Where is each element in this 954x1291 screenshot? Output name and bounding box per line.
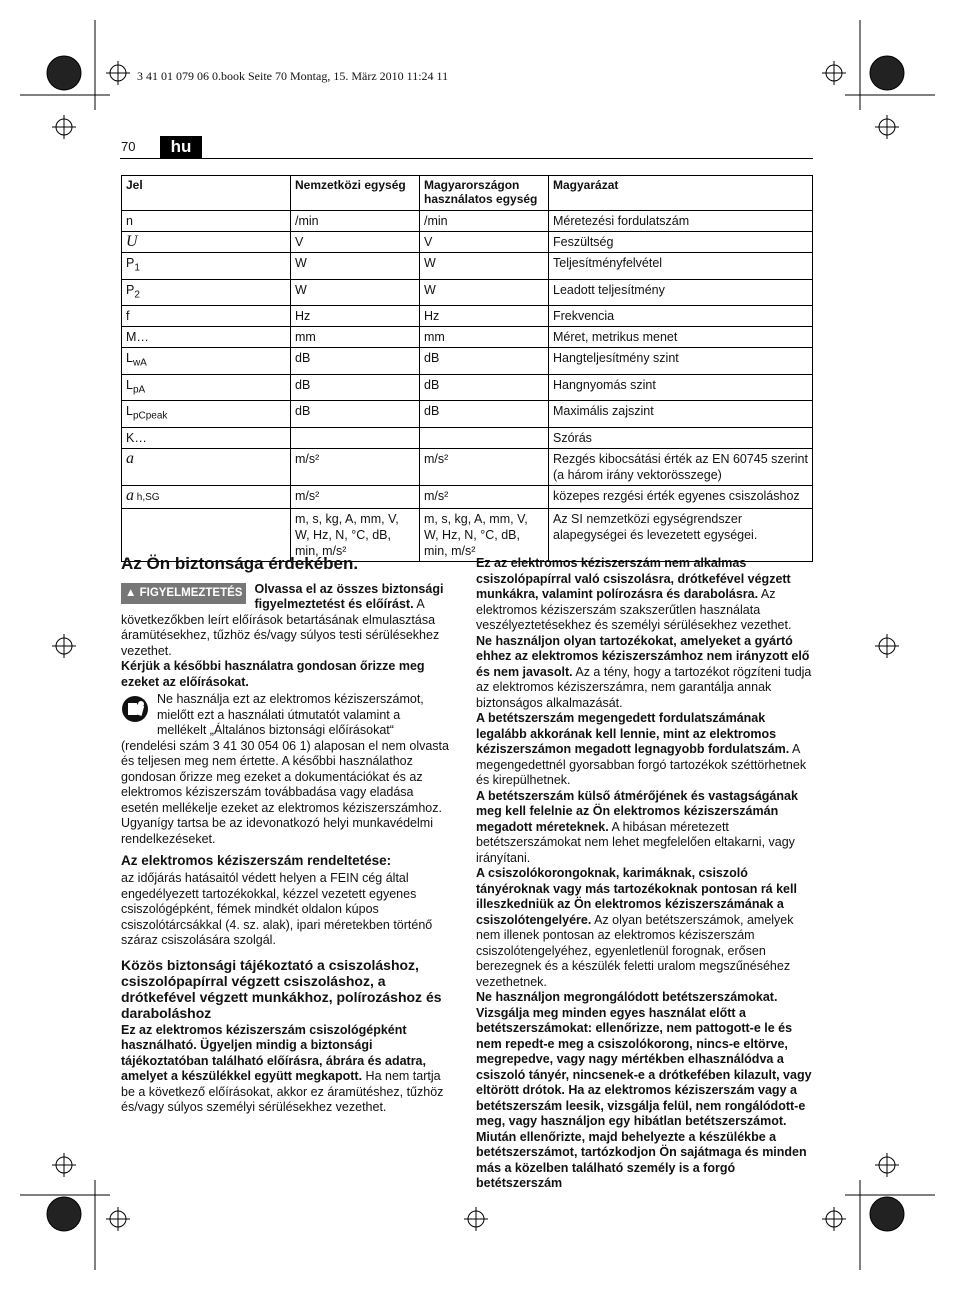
symbol-subscript: h,SG [134,491,160,503]
common-safety-heading: Közös biztonsági tájékoztató a csiszoláshoz, csiszolópapírral végzett csiszoláshoz, a drótkefével végzett munkákhoz, polírozáshoz és daraboláshoz [121,956,442,1021]
intl-unit-cell: W [291,253,420,280]
keep-instructions: Kérjük a későbbi használatra gondosan őrizze meg ezeket az előírásokat. [121,659,425,689]
p2-text: Az a tény, hogy a tartozékot rögzíteni tudja az elektromos kéziszerszámra, nem garantálja annak biztonságos alkalmazását. [476,664,812,710]
description-cell: közepes rezgési érték egyenes csiszoláshoz [549,485,813,508]
table-row [122,306,813,327]
hu-unit-cell: dB [420,348,549,375]
p2-bold: Ne használjon olyan tartozékokat, amelyeket a gyártó ehhez az elektromos kéziszerszámhoz nem irányzott elő és nem javasolt. [476,633,810,679]
description-cell: Feszültség [549,232,813,253]
p4-text: A hibásan méretezett betétszerszámokat nem lehet megfelelően eltakarni, vagy irányítani. [476,819,795,865]
symbol: M… [126,330,149,344]
hu-unit-cell: dB [420,374,549,401]
table-row [122,448,813,485]
intl-unit-cell: W [291,279,420,306]
table-row [122,348,813,375]
common-safety-bold: Ez az elektromos kéziszerszám csiszológépként használható. Ügyeljen mindig a biztonsági tájékoztatóban található előírásra, ábrára és adatra, amelyet a készülékkel együtt megkapott. [121,1022,426,1083]
description-cell: Hangteljesítmény szint [549,348,813,375]
symbol: a [126,449,134,467]
symbol-cell [122,374,291,401]
table-header-cell: Nemzetközi egység [291,176,420,211]
page-number: 70 [121,139,136,154]
table-header-cell: Jel [122,176,291,211]
symbol-cell [122,327,291,348]
symbol-subscript: pCpeak [132,410,168,422]
intl-unit-cell: dB [291,374,420,401]
table-row [122,327,813,348]
intl-unit-cell: m/s² [291,448,420,485]
symbol: P [126,282,135,297]
intl-unit-cell: Hz [291,306,420,327]
table-row [122,401,813,428]
hu-unit-cell: V [420,232,549,253]
description-cell: Méretezési fordulatszám [549,211,813,232]
table-header-cell: Magyarázat [549,176,813,211]
hu-unit-cell: Hz [420,306,549,327]
table-row [122,427,813,448]
table-row [122,232,813,253]
intl-unit-cell: V [291,232,420,253]
hu-unit-cell: /min [420,211,549,232]
table-header-cell: Magyarországon használatos egység [420,176,549,211]
manual-paragraph: Ne használja ezt az elektromos kéziszerszámot, mielőtt ezt a használati útmutatót valamint a mellékelt „Általános biztonsági előírásokat“ (rendelési szám 3 41 30 054 06 1) alaposan el nem olvasta és teljesen meg nem értette. A későbbi használathoz gondosan őrizze meg ezeket a dokumentációkat és az elektromos kéziszerszám továbbadása vagy eladása esetén mellékelje ezeket az elektromos kéziszerszámhoz. [121,692,449,815]
symbol-cell [122,348,291,375]
table-row [122,374,813,401]
description-cell: Frekvencia [549,306,813,327]
p3-bold: A betétszerszám megengedett fordulatszámának legalább akkorának kell lennie, mint az elektromos kéziszerszámon megadott legnagyobb fordulatszám. [476,711,790,756]
warning-text: A következőkben leírt előírások betartásának elmulasztása áramütésekhez, tűzhöz és/vagy súlyos testi sérülésekhez vezethet. [121,597,440,658]
p3-text: A megengedettnél gyorsabban forgó tartozékok széttörhetnek és kirepülhetnek. [476,742,807,787]
table-row [122,211,813,232]
purpose-heading: Az elektromos kéziszerszám rendeltetése: [121,853,392,868]
symbol: K… [126,430,147,445]
p1-text: Az elektromos kéziszerszám szakszerűtlen használata veszélyeztetésekhez és személyi sérülésekhez vezethet. [476,587,792,632]
intl-unit-cell: dB [291,401,420,428]
hu-unit-cell: W [420,279,549,306]
hu-unit-cell: dB [420,401,549,428]
hu-unit-cell: mm [420,327,549,348]
hu-unit-cell [420,427,549,448]
symbol-subscript: pA [132,384,146,395]
table-row [122,253,813,280]
symbol: P [126,256,135,270]
units-table [121,175,813,562]
read-manual-icon [121,695,149,723]
symbol-subscript: 1 [134,262,140,274]
warning-bold: Olvassa el az összes biztonsági figyelmeztetést és előírást. [254,581,444,611]
section-heading: Az Ön biztonsága érdekében. [121,554,359,573]
description-cell: Szórás [549,427,813,448]
p6-bold: Ne használjon megrongálódott betétszerszámokat. Vizsgálja meg minden egyes használat előtt a betétszerszámokat: ellenőrizze, nem pattogott-e le és nem repedt-e meg a csiszolókorong, nincs-e eltörve, megrepedve, vagy nagy mértékben elhasználódva a csiszoló tányér, nincsenek-e a drótkefében kilazult, vagy eltörött drótok. Ha az elektromos kéziszerszám vagy a betétszerszám leesik, vizsgálja felül, nem rongálódott-e meg, vagy használjon egy hibátlan betétszerszámot. Miután ellenőrizte, majd behelyezte a készülékbe a betétszerszámot, tartózkodjon Ön sajátmaga és minden más a közelben található személy is a forgó betétszerszám [476,990,812,1190]
description-cell: Hangnyomás szint [549,374,813,401]
common-safety-text: Ha nem tartja be a következő előírásokat, akkor ez áramütéshez, tűzhöz és/vagy súlyos személyi sérülésekhez vezethet. [121,1069,444,1114]
description-cell: Teljesítményfelvétel [549,253,813,280]
hu-unit-cell: W [420,253,549,280]
left-column [121,556,451,1116]
symbol-cell [122,401,291,428]
symbol-cell [122,279,291,306]
p5-text: Az olyan betétszerszámok, amelyek nem illenek pontosan az elektromos kéziszerszám csiszolótengelyéhez, egyenletlenül forognak, erősen berezegnek és a készülék feletti uralom megszűnéséhez vezethetnek. [476,912,794,989]
symbol: L [126,377,133,392]
local-regulations: Ugyanígy tartsa be az idevonatkozó helyi munkavédelmi rendelkezéseket. [121,816,433,846]
p1-bold: Ez az elektromos kéziszerszám nem alkalmas csiszolópapírral való csiszolásra, drótkefével végzett munkákra, valamint polírozásra és darabolásra. [476,556,791,601]
header-rule [120,158,813,159]
description-cell: Az SI nemzetközi egységrendszer alapegységei és levezetett egységei. [549,508,813,561]
language-tab: hu [160,136,202,158]
symbol-cell [122,253,291,280]
symbol-cell [122,485,291,508]
symbol: L [126,404,133,418]
symbol-cell [122,306,291,327]
description-cell: Leadott teljesítmény [549,279,813,306]
warning-label: FIGYELMEZTETÉS [139,586,243,599]
symbol-cell [122,427,291,448]
description-cell: Maximális zajszint [549,401,813,428]
table-row [122,485,813,508]
warning-triangle-icon: ▲ [125,586,137,599]
purpose-text: az időjárás hatásaitól védett helyen a FEIN cég által engedélyezett tartozékokkal, kézzel vezetett egyenes csiszológépként, fémek mindkét oldalon kúpos csiszolótárcsákkal (4. sz. alak), ipari méretekben történő száraz csiszolására szolgál. [121,871,433,947]
symbol: f [126,309,130,323]
symbol: L [126,351,133,365]
table-header-row [122,176,813,211]
table-row [122,279,813,306]
hu-unit-cell: m/s² [420,485,549,508]
hu-unit-cell: m, s, kg, A, mm, V, W, Hz, N, °C, dB, min, m/s² [420,508,549,561]
intl-unit-cell: /min [291,211,420,232]
warning-badge [121,583,246,605]
symbol-subscript: wA [132,357,147,369]
hu-unit-cell: m/s² [420,448,549,485]
symbol: n [126,214,133,228]
description-cell: Méret, metrikus menet [549,327,813,348]
symbol: U [126,233,138,250]
symbol-cell [122,232,291,253]
right-column [476,556,812,1192]
intl-unit-cell: mm [291,327,420,348]
symbol: a [126,486,134,504]
intl-unit-cell: m/s² [291,485,420,508]
symbol-cell [122,211,291,232]
p4-bold: A betétszerszám külső átmérőjének és vastagságának meg kell felelnie az Ön elektromos kéziszerszámán megadott méreteknek. [476,788,798,834]
file-info: 3 41 01 079 06 0.book Seite 70 Montag, 15. März 2010 11:24 11 [137,69,449,83]
intl-unit-cell: dB [291,348,420,375]
symbol-subscript: 2 [134,289,140,300]
symbol-cell [122,448,291,485]
description-cell: Rezgés kibocsátási érték az EN 60745 szerint (a három irány vektorösszege) [549,448,813,485]
p5-bold: A csiszolókorongoknak, karimáknak, csiszoló tányéroknak vagy más tartozékoknak pontosan rá kell illeszkedniük az Ön elektromos kéziszerszámának a csiszolótengelyére. [476,866,797,927]
intl-unit-cell: m, s, kg, A, mm, V, W, Hz, N, °C, dB, min, m/s² [291,508,420,561]
intl-unit-cell [291,427,420,448]
